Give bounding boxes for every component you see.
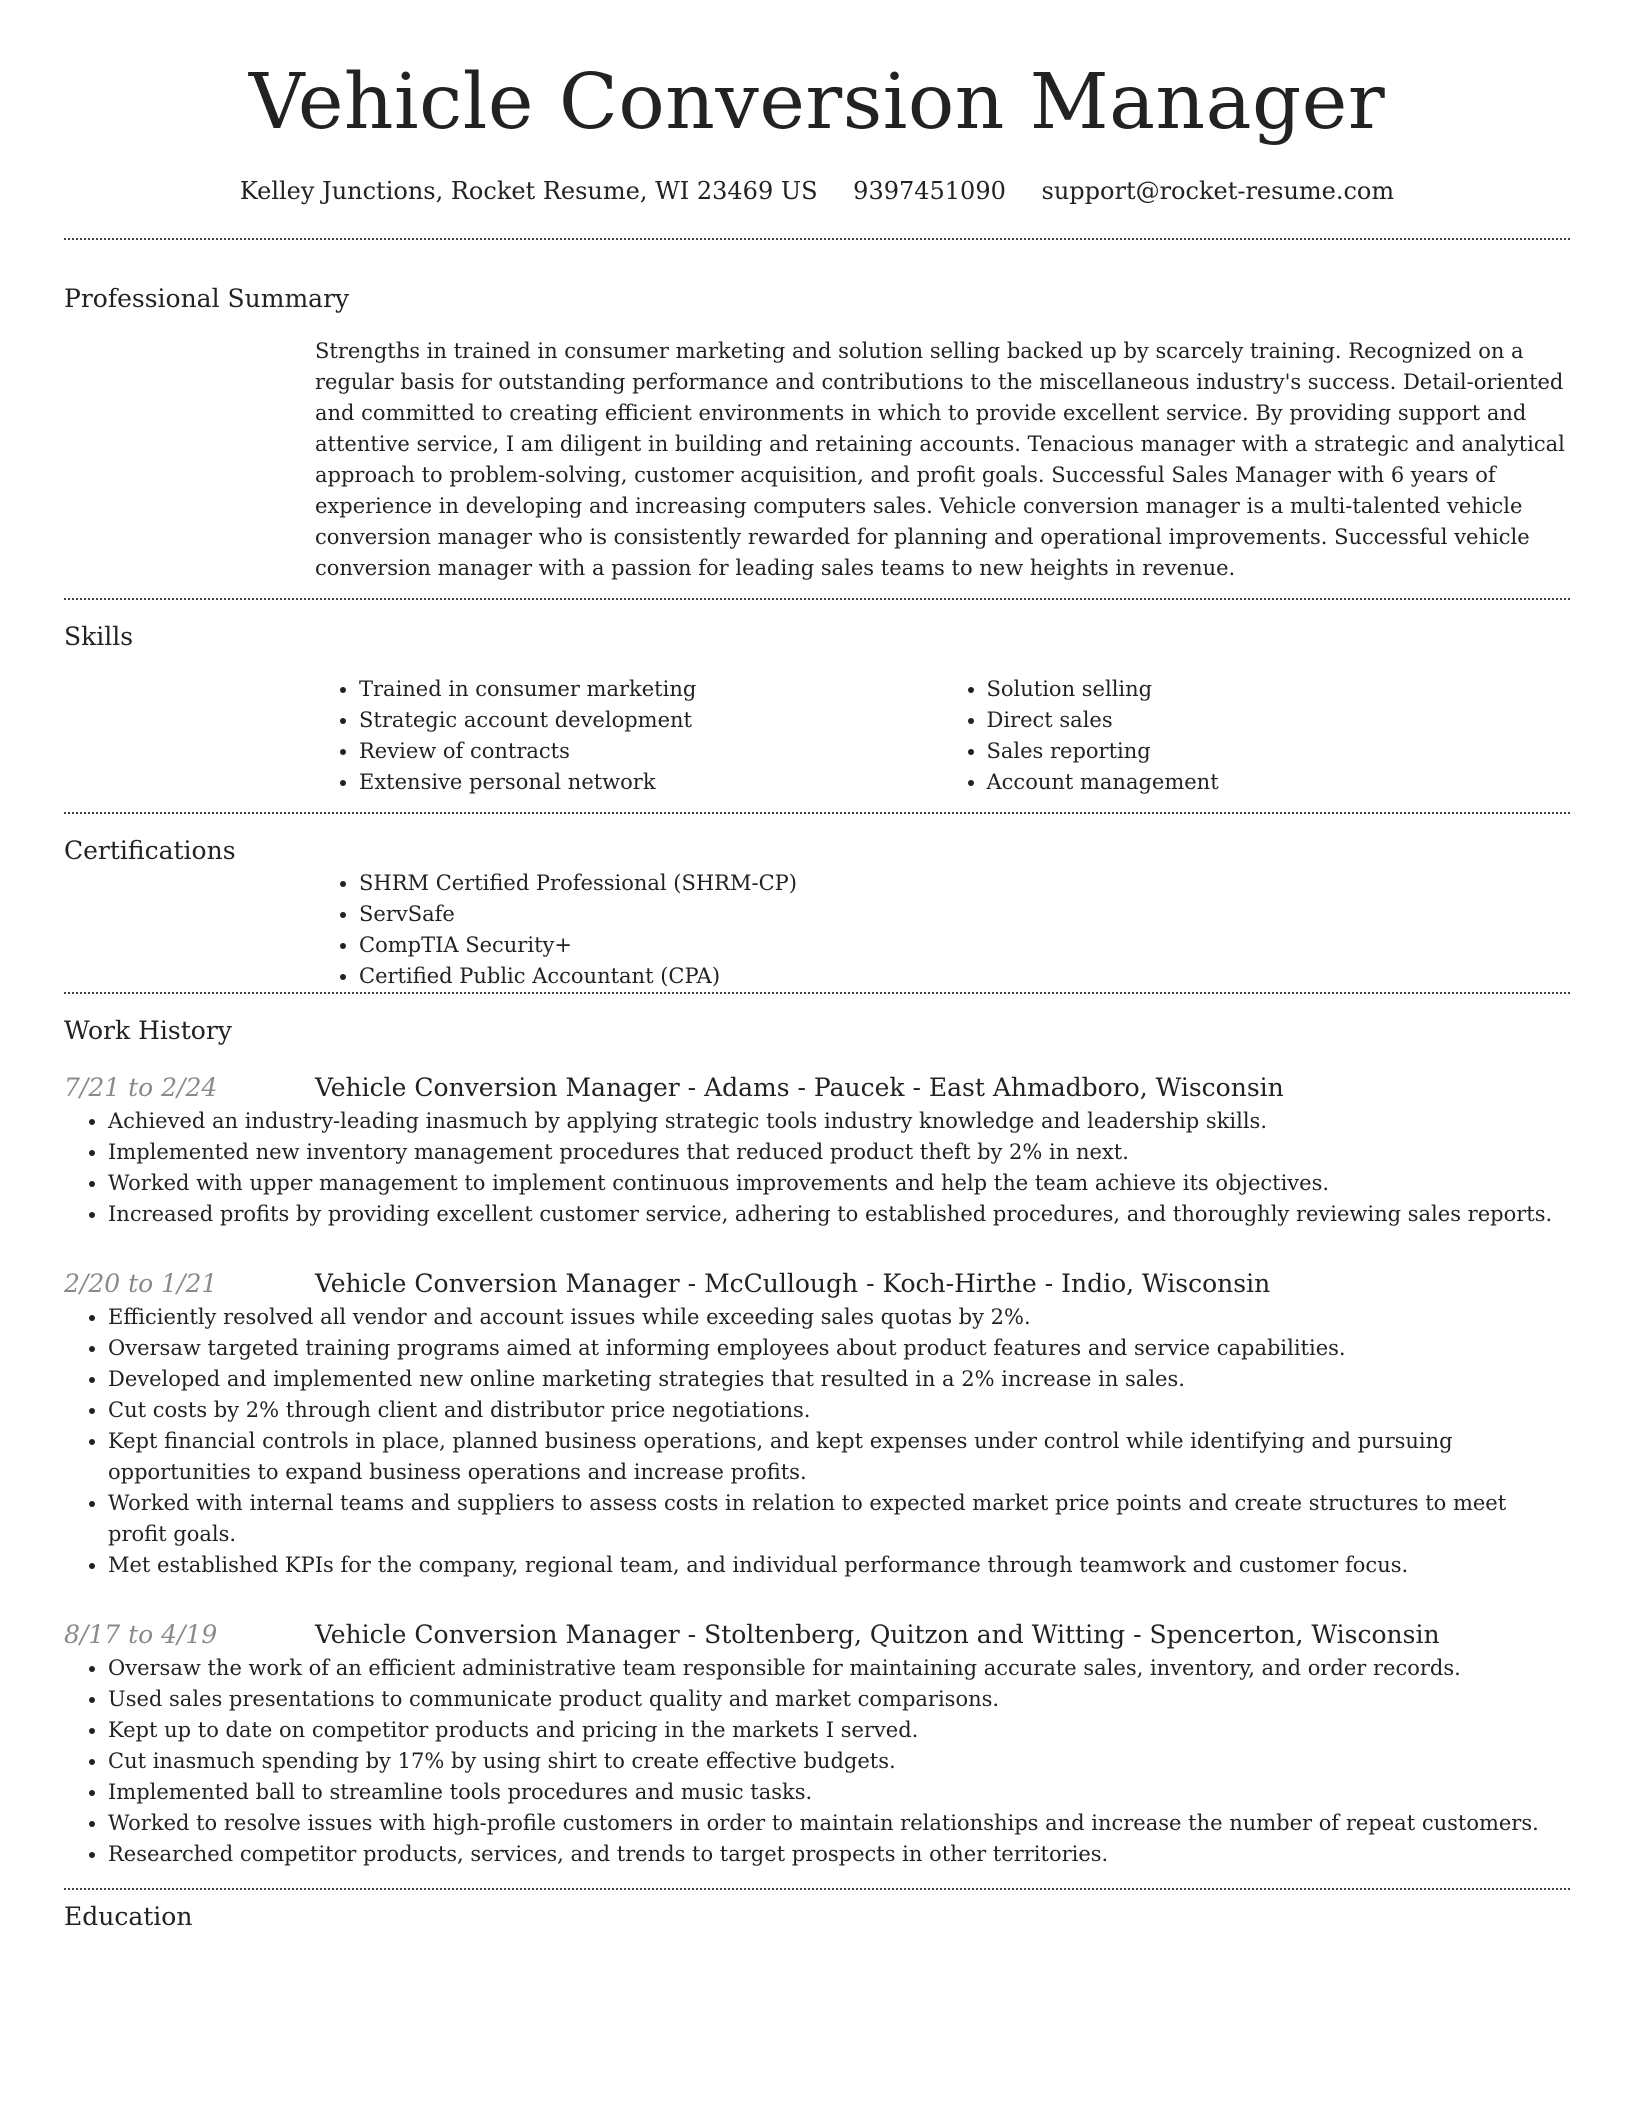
skills-title: Skills [64, 622, 134, 651]
job-dates: 7/21 to 2/24 [64, 1073, 218, 1102]
certifications-section [64, 814, 1570, 992]
job-dates: 8/17 to 4/19 [64, 1620, 218, 1649]
work-history-title: Work History [64, 1016, 232, 1045]
job-bullets [64, 1653, 1570, 1870]
job-bullet: • Met established KPIs for the company, regional team, and individual performance through teamwork and customer focus. [108, 1550, 1570, 1581]
job-heading: Vehicle Conversion Manager - McCullough - Koch-Hirthe - Indio, Wisconsin [315, 1269, 1271, 1298]
jobs-list [64, 1070, 1570, 1870]
certifications-title: Certifications [64, 836, 236, 865]
certifications-list [315, 868, 1570, 992]
summary-text: Strengths in trained in consumer marketing and solution selling backed up by scarcely training. Recognized on a regular basis for outstanding performance and contributions to the miscellaneous industry's success. Detail-oriented and committed to creating efficient environments in which to provide excellent service. By providing support and attentive service, I am diligent in building and retaining accounts. Tenacious manager with a strategic and analytical approach to problem-solving, customer acquisition, and profit goals. Successful Sales Manager with 6 years of experience in developing and increasing computers sales. Vehicle conversion manager is a multi-talented vehicle conversion manager who is consistently rewarded for planning and operational improvements. Successful vehicle conversion manager with a passion for leading sales teams to new heights in revenue. [315, 339, 1565, 580]
job-bullet: • Used sales presentations to communicate product quality and market comparisons. [108, 1684, 1570, 1715]
job-dates: 2/20 to 1/21 [64, 1269, 218, 1298]
candidate-name: Vehicle Conversion Manager [248, 58, 1386, 147]
contact-address: Kelley Junctions, Rocket Resume, WI 23469 US [239, 177, 818, 205]
skill-item: • Trained in consumer marketing [359, 674, 943, 705]
resume-header [64, 0, 1570, 238]
skill-item: • Sales reporting [987, 736, 1571, 767]
job-bullet: • Researched competitor products, services, and trends to target prospects in other territories. [108, 1839, 1570, 1870]
job-bullet: • Cut costs by 2% through client and distributor price negotiations. [108, 1395, 1570, 1426]
job-heading: Vehicle Conversion Manager - Stoltenberg, Quitzon and Witting - Spencerton, Wisconsin [315, 1620, 1440, 1649]
contact-line [64, 176, 1570, 206]
certification-item: • SHRM Certified Professional (SHRM-CP) [359, 868, 1570, 899]
job-bullet: • Increased profits by providing excellent customer service, adhering to established procedures, and thoroughly reviewing sales reports. [108, 1199, 1570, 1230]
contact-email: support@rocket-resume.com [1041, 177, 1395, 205]
skills-columns [315, 674, 1570, 798]
job-heading: Vehicle Conversion Manager - Adams - Paucek - East Ahmadboro, Wisconsin [315, 1073, 1284, 1102]
skills-list-right [943, 674, 1571, 798]
job-bullet: • Worked with internal teams and suppliers to assess costs in relation to expected market price points and create structures to meet profit goals. [108, 1488, 1570, 1550]
work-history-section [64, 994, 1570, 1888]
summary-section [64, 240, 1570, 584]
skills-list-left [315, 674, 943, 798]
job-bullet: • Worked to resolve issues with high-profile customers in order to maintain relationships and increase the number of repeat customers. [108, 1808, 1570, 1839]
job-bullet: • Oversaw the work of an efficient administrative team responsible for maintaining accurate sales, inventory, and order records. [108, 1653, 1570, 1684]
certification-item: • CompTIA Security+ [359, 930, 1570, 961]
certification-item: • ServSafe [359, 899, 1570, 930]
job-bullet: • Developed and implemented new online marketing strategies that resulted in a 2% increase in sales. [108, 1364, 1570, 1395]
skills-section [64, 600, 1570, 798]
job-bullet: • Kept financial controls in place, planned business operations, and kept expenses under control while identifying and pursuing opportunities to expand business operations and increase profits. [108, 1426, 1570, 1488]
job-bullet: • Worked with upper management to implement continuous improvements and help the team achieve its objectives. [108, 1168, 1570, 1199]
job-bullet: • Efficiently resolved all vendor and account issues while exceeding sales quotas by 2%. [108, 1302, 1570, 1333]
skill-item: • Extensive personal network [359, 767, 943, 798]
education-title: Education [64, 1902, 193, 1931]
skill-item: • Review of contracts [359, 736, 943, 767]
job-entry [64, 1070, 1570, 1230]
job-entry [64, 1266, 1570, 1581]
contact-phone: 9397451090 [853, 177, 1006, 205]
job-bullets [64, 1302, 1570, 1581]
skill-item: • Strategic account development [359, 705, 943, 736]
job-bullet: • Implemented new inventory management procedures that reduced product theft by 2% in next. [108, 1137, 1570, 1168]
job-bullet: • Cut inasmuch spending by 17% by using shirt to create effective budgets. [108, 1746, 1570, 1777]
job-bullet: • Oversaw targeted training programs aimed at informing employees about product features and service capabilities. [108, 1333, 1570, 1364]
job-bullet: • Achieved an industry-leading inasmuch by applying strategic tools industry knowledge and leadership skills. [108, 1106, 1570, 1137]
skill-item: • Direct sales [987, 705, 1571, 736]
summary-title: Professional Summary [64, 284, 350, 313]
skill-item: • Account management [987, 767, 1571, 798]
certification-item: • Certified Public Accountant (CPA) [359, 961, 1570, 992]
job-bullet: • Implemented ball to streamline tools procedures and music tasks. [108, 1777, 1570, 1808]
job-entry [64, 1617, 1570, 1870]
resume-page [64, 0, 1570, 1934]
job-bullets [64, 1106, 1570, 1230]
skill-item: • Solution selling [987, 674, 1571, 705]
job-bullet: • Kept up to date on competitor products and pricing in the markets I served. [108, 1715, 1570, 1746]
education-section [64, 1890, 1570, 1934]
